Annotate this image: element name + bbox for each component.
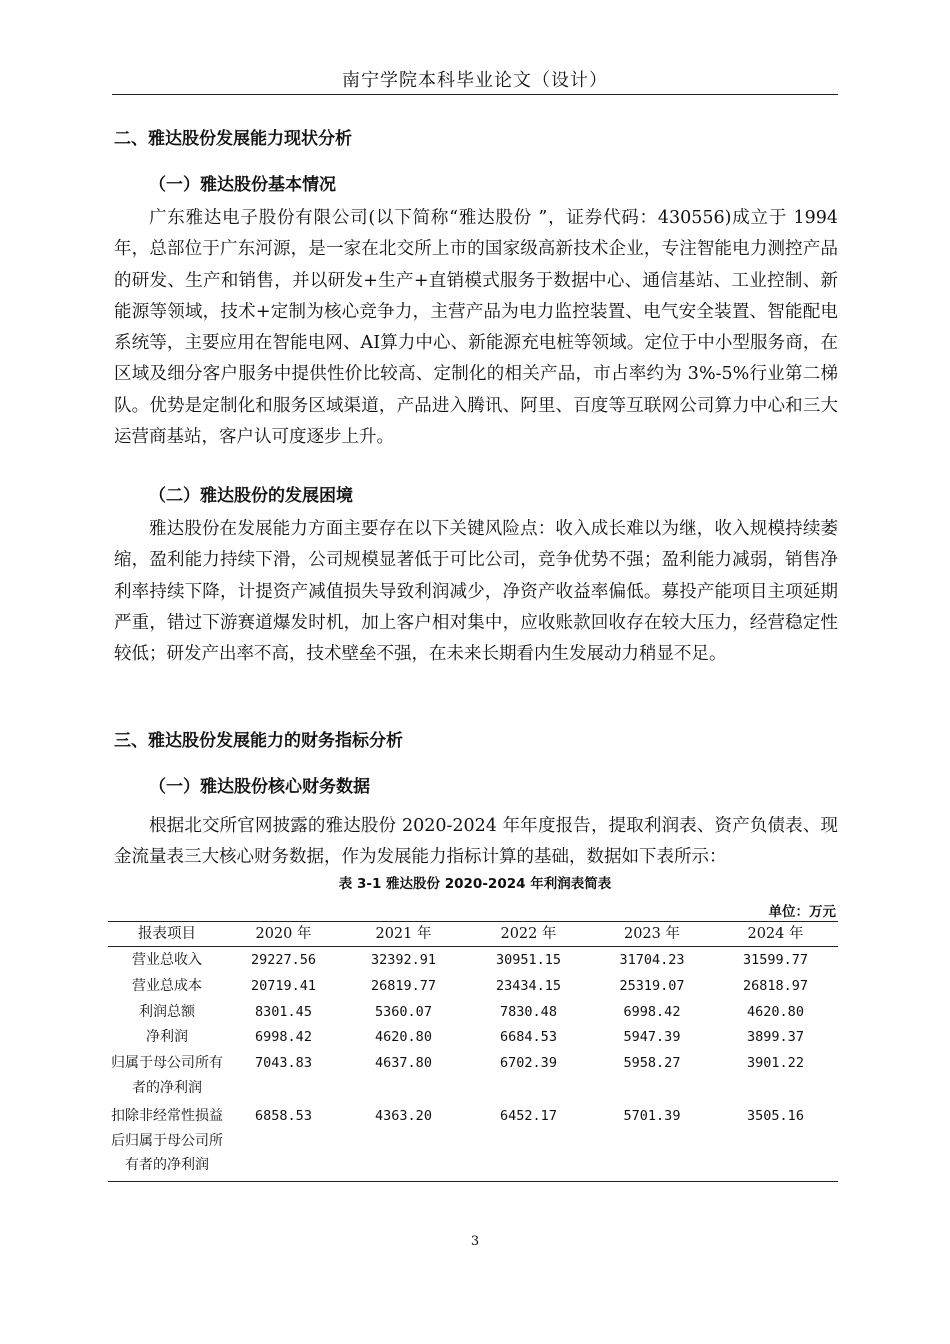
row-label: 利润总额	[139, 1003, 195, 1020]
table-cell: 4620.80	[747, 1003, 804, 1020]
table-cell: 32392.91	[370, 952, 437, 968]
table-cell: 4620.80	[375, 1029, 432, 1046]
section-heading-2: 二、雅达股份发展能力现状分析	[114, 129, 352, 149]
table-cell: 8301.45	[255, 1003, 312, 1020]
table-unit: 单位：万元	[768, 904, 836, 920]
table-cell: 3899.37	[747, 1029, 804, 1046]
table-cell: 3505.16	[713, 1103, 838, 1182]
table-header-cell: 2024 年	[713, 922, 838, 947]
row-label: 归属于母公司所有者的净利润	[111, 1055, 223, 1096]
table-cell: 3901.22	[747, 1055, 804, 1072]
page-number: 3	[470, 1234, 480, 1249]
table-row	[108, 1103, 838, 1182]
table-cell: 26818.97	[742, 977, 809, 994]
subsection-heading-2-2: （二）雅达股份的发展困境	[149, 486, 353, 506]
table-row	[108, 999, 838, 1025]
table-row	[108, 1024, 838, 1050]
table-cell: 25319.07	[619, 977, 685, 994]
row-label: 净利润	[146, 1029, 188, 1046]
table-row	[108, 947, 838, 973]
subsection-heading-2-1: （一）雅达股份基本情况	[149, 175, 336, 195]
table-cell: 30951.15	[495, 952, 562, 968]
subsection-heading-3-1: （一）雅达股份核心财务数据	[149, 777, 370, 797]
paragraph-basic-info: 广东雅达电子股份有限公司(以下简称“雅达股份 ”，证券代码：430556)成立于 1994 年，总部位于广东河源，是一家在北交所上市的国家级高新技术企业，专注智能电力测控产品的研发、生产和销售，并以研发+生产+直销模式服务于数据中心、通信基站、工业控制、新能源等领域，技术+定制为核心竞争力，主营产品为电力监控装置、电气安全装置、智能配电系统等，主要应用在智能电网、AI算力中心、新能源充电桩等领域。定位于中小型服务商，在区域及细分客户服务中提供性价比较高、定制化的相关产品，市占率约为 3%-5%行业第二梯队。优势是定制化和服务区域渠道，产品进入腾讯、阿里、百度等互联网公司算力中心和三大运营商基站，客户认可度逐步上升。	[114, 208, 838, 448]
row-label: 扣除非经常性损益后归属于母公司所有者的净利润	[108, 1103, 226, 1182]
table-cell: 5958.27	[623, 1055, 681, 1072]
paragraph-difficulties: 雅达股份在发展能力方面主要存在以下关键风险点：收入成长难以为继，收入规模持续萎缩，盈利能力持续下滑，公司规模显著低于可比公司，竞争优势不强；盈利能力减弱，销售净利率持续下降，计提资产减值损失导致利润减少，净资产收益率偏低。募投产能项目主项延期严重，错过下游赛道爆发时机，加上客户相对集中，应收账款回收存在较大压力，经营稳定性较低；研发产出率不高，技术壁垒不强，在未来长期看内生发展动力稍显不足。	[114, 519, 838, 665]
table-header-cell: 2020 年	[226, 922, 341, 947]
table-cell: 4363.20	[341, 1103, 466, 1182]
table-header-row	[108, 922, 838, 947]
row-label: 营业总收入	[132, 952, 202, 968]
table-row	[108, 973, 838, 999]
table-cell: 6998.42	[623, 1003, 681, 1020]
table-cell: 6998.42	[255, 1029, 312, 1046]
table-header-cell: 2022 年	[466, 922, 591, 947]
table-header-cell: 报表项目	[108, 922, 226, 947]
table-cell: 31599.77	[742, 952, 809, 968]
table-cell: 5947.39	[623, 1029, 681, 1046]
table-row	[108, 1050, 838, 1103]
table-caption: 表 3-1 雅达股份 2020-2024 年利润表简表	[338, 876, 612, 892]
table-cell: 20719.41	[250, 977, 317, 994]
table-cell: 6452.17	[466, 1103, 591, 1182]
income-statement-table	[108, 921, 838, 1182]
row-label: 营业总成本	[132, 977, 202, 994]
table-cell: 26819.77	[370, 977, 437, 994]
table-cell: 7043.83	[255, 1055, 312, 1072]
table-header-cell: 2021 年	[341, 922, 466, 947]
running-header: 南宁学院本科毕业论文（设计）	[342, 70, 608, 91]
table-cell: 7830.48	[500, 1003, 557, 1020]
table-cell: 23434.15	[495, 977, 562, 994]
table-cell: 31704.23	[619, 952, 685, 968]
table-cell: 6858.53	[226, 1103, 341, 1182]
table-cell: 5701.39	[591, 1103, 713, 1182]
table-cell: 4637.80	[375, 1055, 432, 1072]
paragraph-financial-data: 根据北交所官网披露的雅达股份 2020-2024 年年度报告，提取利润表、资产负债表、现金流量表三大核心财务数据，作为发展能力指标计算的基础，数据如下表所示：	[114, 816, 838, 868]
header-rule	[112, 94, 838, 95]
table-header-cell: 2023 年	[591, 922, 713, 947]
table-cell: 29227.56	[250, 952, 317, 968]
section-heading-3: 三、雅达股份发展能力的财务指标分析	[114, 731, 403, 751]
table-cell: 5360.07	[375, 1003, 432, 1020]
table-cell: 6684.53	[500, 1029, 557, 1046]
table-cell: 6702.39	[500, 1055, 557, 1072]
